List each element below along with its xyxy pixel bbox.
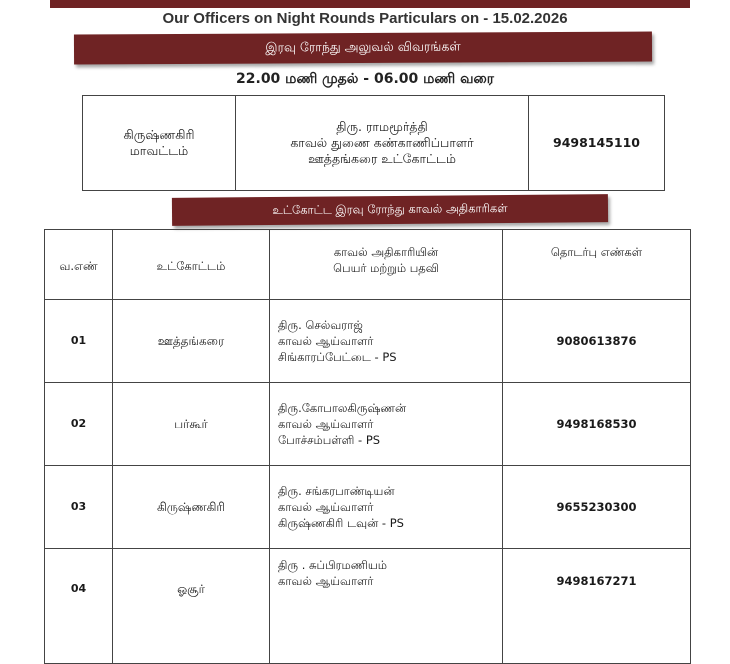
table-row <box>45 549 691 664</box>
officer-rank: காவல் ஆய்வாளர் <box>278 334 374 348</box>
officer-rank: காவல் ஆய்வாளர் <box>278 417 374 431</box>
row-serial: 03 <box>45 466 113 549</box>
night-rounds-banner: இரவு ரோந்து அலுவல் விவரங்கள் <box>74 31 652 64</box>
row-serial: 02 <box>45 383 113 466</box>
header-phone: தொடர்பு எண்கள் <box>503 230 691 300</box>
header-subdivision: உட்கோட்டம் <box>113 230 270 300</box>
header-officer-line1: காவல் அதிகாரியின் <box>333 245 439 259</box>
row-officer <box>270 300 503 383</box>
header-serial: வ.எண் <box>45 230 113 300</box>
timing-text: 22.00 மணி முதல் - 06.00 மணி வரை <box>236 71 494 87</box>
officer-rank: காவல் ஆய்வாளர் <box>278 500 374 514</box>
row-subdivision: ஓசூர் <box>113 549 270 664</box>
officer-name: திரு. செல்வராஜ் <box>278 318 363 332</box>
page-title: Our Officers on Night Rounds Particulars on - 15.02.2026 <box>162 10 568 27</box>
header-officer-line2: பெயர் மற்றும் பதவி <box>333 261 439 275</box>
officer-rank: காவல் ஆய்வாளர் <box>278 574 374 588</box>
officer-name: திரு.கோபாலகிருஷ்ணன் <box>278 401 407 415</box>
table-row <box>45 466 691 549</box>
district-officer-name: திரு. ராமமூர்த்தி <box>336 119 428 134</box>
district-officer-cell <box>236 96 529 191</box>
district-label: மாவட்டம் <box>129 143 189 158</box>
officer-station: போச்சம்பள்ளி - PS <box>278 433 381 447</box>
row-subdivision: கிருஷ்ணகிரி <box>113 466 270 549</box>
table-row <box>45 383 691 466</box>
table-row <box>45 300 691 383</box>
row-subdivision: பர்கூர் <box>113 383 270 466</box>
district-name: கிருஷ்ணகிரி <box>123 127 195 142</box>
row-subdivision: ஊத்தங்கரை <box>113 300 270 383</box>
district-officer-phone: 9498145110 <box>529 96 665 191</box>
row-officer <box>270 466 503 549</box>
table-header-row <box>45 230 691 300</box>
top-header-bar <box>50 0 690 8</box>
district-officer-designation: காவல் துணை கண்காணிப்பாளர் <box>290 135 474 150</box>
subdivision-officers-table <box>44 229 691 664</box>
officer-station: சிங்காரப்பேட்டை - PS <box>278 350 397 364</box>
officer-name: திரு. சங்கரபாண்டியன் <box>278 484 395 498</box>
subdivision-officers-banner: உட்கோட்ட இரவு ரோந்து காவல் அதிகாரிகள் <box>172 194 608 226</box>
row-serial: 01 <box>45 300 113 383</box>
row-phone: 9498168530 <box>503 383 691 466</box>
district-officer-row <box>83 96 665 191</box>
row-phone: 9498167271 <box>503 549 691 664</box>
district-officer-subdivision: ஊத்தங்கரை உட்கோட்டம் <box>308 151 456 166</box>
row-officer <box>270 549 503 664</box>
officer-name: திரு . சுப்பிரமணியம் <box>278 558 388 572</box>
row-officer <box>270 383 503 466</box>
officer-station: கிருஷ்ணகிரி டவுன் - PS <box>278 516 404 530</box>
district-officer-table <box>82 95 665 191</box>
district-cell <box>83 96 236 191</box>
row-phone: 9655230300 <box>503 466 691 549</box>
row-serial: 04 <box>45 549 113 664</box>
row-phone: 9080613876 <box>503 300 691 383</box>
header-officer <box>270 230 503 300</box>
